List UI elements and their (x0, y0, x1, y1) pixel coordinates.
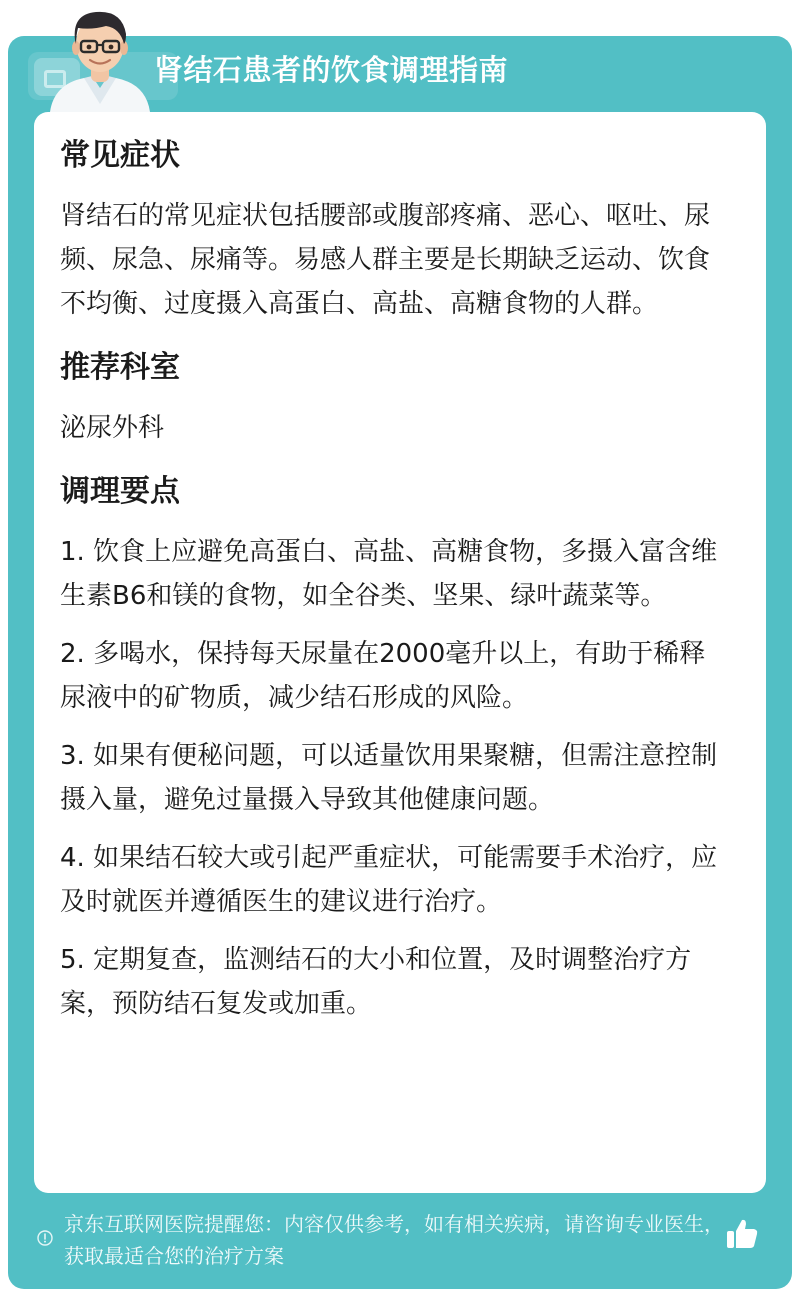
content-body (60, 134, 730, 1040)
info-icon (37, 1230, 53, 1246)
section-title-tips: 调理要点 (60, 474, 180, 509)
tip-item-2: 2. 多喝水，保持每天尿量在2000毫升以上，有助于稀释尿液中的矿物质，减少结石形成的风险。 (60, 639, 706, 713)
tip-item-1: 1. 饮食上应避免高蛋白、高盐、高糖食物，多摄入富含维生素B6和镁的食物，如全谷类、坚果、绿叶蔬菜等。 (60, 537, 718, 611)
content-card (34, 112, 766, 1193)
symptoms-text: 肾结石的常见症状包括腰部或腹部疼痛、恶心、呕吐、尿频、尿急、尿痛等。易感人群主要是长期缺乏运动、饮食不均衡、过度摄入高蛋白、高盐、高糖食物的人群。 (60, 201, 711, 319)
tip-item-4: 4. 如果结石较大或引起严重症状，可能需要手术治疗，应及时就医并遵循医生的建议进行治疗。 (60, 843, 718, 917)
disclaimer-text: 京东互联网医院提醒您：内容仅供参考，如有相关疾病，请咨询专业医生，获取最适合您的治疗方案 (64, 1212, 724, 1268)
tip-item-3: 3. 如果有便秘问题，可以适量饮用果聚糖，但需注意控制摄入量，避免过量摄入导致其他健康问题。 (60, 741, 718, 815)
thumbs-up-icon[interactable] (724, 1216, 760, 1252)
section-title-symptoms: 常见症状 (60, 138, 180, 173)
doctor-avatar-icon (44, 4, 156, 112)
section-title-department: 推荐科室 (60, 350, 180, 385)
department-text: 泌尿外科 (60, 413, 165, 443)
page-title: 肾结石患者的饮食调理指南 (154, 53, 509, 87)
tip-item-5: 5. 定期复查，监测结石的大小和位置，及时调整治疗方案，预防结石复发或加重。 (60, 945, 692, 1019)
